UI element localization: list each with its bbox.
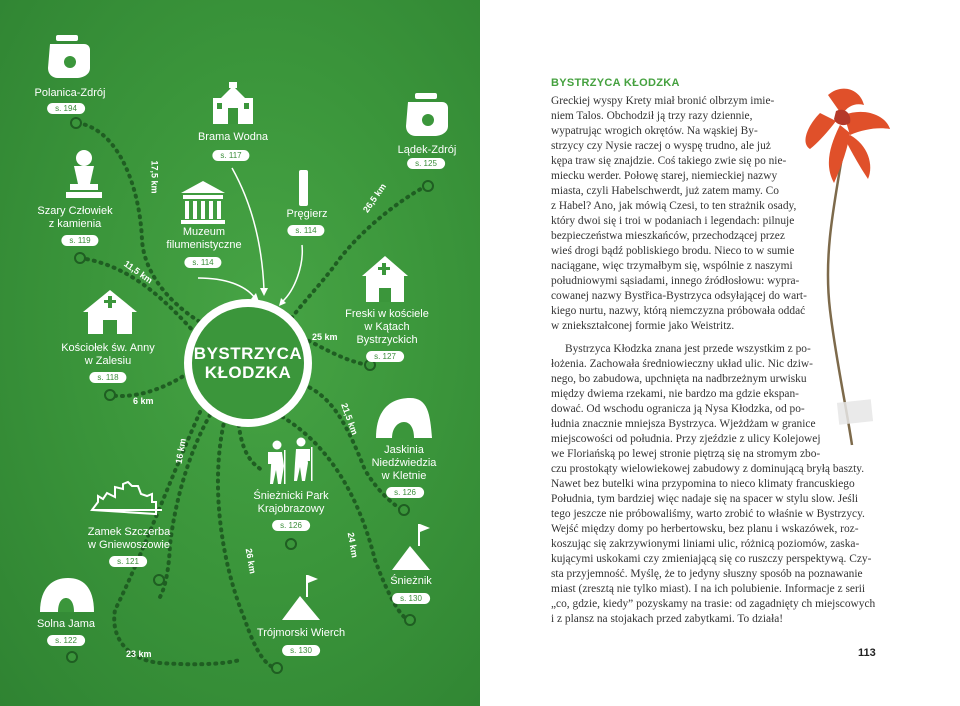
page-ref-pregierz[interactable]: s. 114 xyxy=(287,225,324,236)
page-ref-solna[interactable]: s. 122 xyxy=(47,635,85,646)
place-label-kosciolek: Kościołek św. Anny w Zalesiu xyxy=(61,342,155,367)
place-label-sniez: Śnieżnik xyxy=(390,575,432,587)
text-line: bezpieczeństwa mieszkańców, przechodzącej przez xyxy=(551,230,785,242)
dried-flower-illustration xyxy=(790,85,900,450)
tape-strip xyxy=(837,399,873,424)
distance-label: 25 km xyxy=(312,332,338,342)
place-label-pregierz: Pręgierz xyxy=(286,208,328,220)
text-line: tego jeszcze nie próbowaliśmy, warto zrobić to właśnie w Bystrzycy. xyxy=(551,508,865,520)
cave-icon xyxy=(376,398,432,438)
text-line: „co, gdzie, kiedy” pozyskamy na trasie: od zagadnięty ch miejscowych xyxy=(551,598,876,610)
text-line: miasta, czyli Habelschwerdt, już zatem mamy. Co xyxy=(551,185,779,197)
distance-label: 26,5 km xyxy=(360,181,389,215)
place-label-solna: Solna Jama xyxy=(36,618,96,630)
text-line: łożenia. Zachowała średniowieczny układ ulic. Nic dziw- xyxy=(551,358,813,370)
vase-icon xyxy=(406,93,448,136)
distance-label: 6 km xyxy=(133,396,154,406)
text-line: naciągane, więc trzymałbym się, wspólnie z naszymi xyxy=(551,260,793,272)
text-line: strzycy czy Nysie raczej o wyspę trudno, ale już xyxy=(551,140,771,152)
text-line: miecku werder. Połowę starej, niemieckiej nazwy xyxy=(551,170,778,182)
node-park xyxy=(286,539,296,549)
cave-icon xyxy=(40,578,94,612)
route-ladek xyxy=(290,186,426,320)
place-label-park: Śnieżnicki Park Krajobrazowy xyxy=(253,490,329,515)
text-line: we Floriańską po lewej stronie piętrzą się na stromym zbo- xyxy=(551,448,821,460)
museum-icon xyxy=(181,181,225,224)
place-label-muzeum: Muzeum filumenistyczne xyxy=(166,226,242,251)
text-line: nego, bo zabudowa, upchnięta na nadbrzeżnym urwisku xyxy=(551,373,807,385)
page-ref-kosciolek[interactable]: s. 118 xyxy=(89,372,126,383)
place-label-brama: Brama Wodna xyxy=(197,131,269,143)
flower-head xyxy=(805,89,890,183)
page-ref-ladek[interactable]: s. 125 xyxy=(407,158,445,169)
text-line: który dwoi się i troi w podaniach i legendach: pilnuje xyxy=(551,215,795,227)
page-ref-park[interactable]: s. 126 xyxy=(272,520,310,531)
distance-label: 24 km xyxy=(345,531,360,559)
text-line: Południa, tym bardziej więc nadaje się na spacer w stylu slow. Jeśli xyxy=(551,493,859,505)
text-line: południowymi sąsiadami, innego źródłosłowu: wypra- xyxy=(551,275,800,287)
page-ref-szary[interactable]: s. 119 xyxy=(61,235,98,246)
gate-icon xyxy=(213,82,253,124)
page-number: 113 xyxy=(858,647,876,659)
distance-label: 17,5 km xyxy=(149,160,160,194)
text-line: wieś drogi bądź pobliskiego brodu. Nieco to w sumie xyxy=(551,245,795,257)
page-ref-muzeum[interactable]: s. 114 xyxy=(184,257,221,268)
page-ref-polanica[interactable]: s. 194 xyxy=(47,103,85,114)
text-line: wypatrując wrogich okrętów. Na wąskiej By- xyxy=(551,125,758,137)
page-ref-trojmorski[interactable]: s. 130 xyxy=(282,645,320,656)
text-line: czu prostokąty wielowiekowej zabudowy z dominującą bryłą baszty. xyxy=(551,463,865,475)
text-line: i z plansz na stojakach przed zabytkami. To działa! xyxy=(551,613,784,625)
node-polanica xyxy=(71,118,81,128)
page-ref-brama[interactable]: s. 117 xyxy=(212,150,249,161)
page-ref-zamek[interactable]: s. 121 xyxy=(109,556,147,567)
node-ladek xyxy=(423,181,433,191)
node-trojmorski xyxy=(272,663,282,673)
text-line: w zniekształconej formie jako Weistritz. xyxy=(551,320,735,332)
arrow-head-brama xyxy=(260,288,268,296)
text-line: cowanej nazwy Bystřica-Bystrzyca odsyłającej do wart- xyxy=(551,290,807,302)
place-label-jaskinia: Jaskinia Niedźwiedzia w Kletnie xyxy=(371,444,437,482)
statue-icon xyxy=(66,150,102,198)
center-city-badge xyxy=(184,299,312,427)
church-icon xyxy=(362,256,408,302)
distance-label: 21,5 km xyxy=(339,401,360,437)
text-line: niem Talos. Obchodził ją trzy razy dziennie, xyxy=(551,110,753,122)
node-kosciolek xyxy=(105,390,115,400)
text-line: sta przyjemność. Myślę, że to jedyny słuszny sposób na poznawanie xyxy=(551,568,863,580)
node-sniez xyxy=(405,615,415,625)
mountain-icon xyxy=(282,575,320,620)
arrow-pregierz xyxy=(282,245,302,302)
place-label-polanica: Polanica-Zdrój xyxy=(34,87,106,99)
node-zamek xyxy=(154,575,164,585)
text-line: kępa traw się znajdzie. Coś takiego zwie się po nie- xyxy=(551,155,787,167)
text-line: Wejść między domy po herbertowsku, bez planu i wskazówek, roz- xyxy=(551,523,859,535)
text-line: z Habel? Ano, jak mówią Czesi, to ten strażnik osady, xyxy=(551,200,797,212)
text-line: Nawet bez butelki wina przypomina to nieco klimaty francuskiego xyxy=(551,478,855,490)
distance-label: 23 km xyxy=(126,649,152,659)
place-label-zamek: Zamek Szczerba w Gniewoszowie xyxy=(87,526,171,551)
mountain-icon xyxy=(392,524,430,570)
flower-center xyxy=(834,110,850,125)
page-ref-sniez[interactable]: s. 130 xyxy=(392,593,430,604)
text-line: między dwiema rzekami, nie bardzo ma gdzie ekspan- xyxy=(551,388,799,400)
pillory-icon xyxy=(299,170,308,206)
distance-label: 26 km xyxy=(243,547,258,575)
node-solna xyxy=(67,652,77,662)
text-line: kiego nurtu, nazwy, którą niemczyzna próbowała oddać xyxy=(551,305,806,317)
node-jaskinia xyxy=(399,505,409,515)
text-line: dować. Od wschodu ogranicza ją Nysa Kłodzka, od po- xyxy=(551,403,805,415)
article-title: BYSTRZYCA KŁODZKA xyxy=(551,77,680,89)
text-line: miast (zresztą nie tylko miast). I na ich polubienie. Informacje z serii xyxy=(551,583,866,595)
castle-ruin-icon xyxy=(92,482,162,514)
page-ref-jaskinia[interactable]: s. 126 xyxy=(386,487,424,498)
text-line: Bystrzyca Kłodzka znana jest przede wszystkim z po- xyxy=(565,343,811,355)
place-label-ladek: Lądek-Zdrój xyxy=(397,144,457,156)
distance-label: 16 km xyxy=(173,437,188,465)
text-line: koszując się zakrzywionymi liniami ulic, różnicą poziomów, zaska- xyxy=(551,538,860,550)
place-label-trojmorski: Trójmorski Wierch xyxy=(256,627,346,639)
center-title-line: KŁODZKA xyxy=(204,363,292,382)
hikers-icon xyxy=(268,438,313,485)
arrow-muzeum xyxy=(198,278,255,298)
text-line: Greckiej wyspy Krety miał bronić olbrzym imie- xyxy=(551,95,775,107)
center-title-line: BYSTRZYCA xyxy=(193,344,303,363)
text-line: kującymi uskokami czy zmieniającą się co ruszczy perspektywą. Czy- xyxy=(551,553,872,565)
vase-icon xyxy=(48,35,90,78)
node-szary xyxy=(75,253,85,263)
page-ref-freski[interactable]: s. 127 xyxy=(366,351,404,362)
church-icon xyxy=(83,290,137,334)
distance-label: 11,5 km xyxy=(122,258,155,286)
text-line: łudnia znacznie mniejsza Bystrzyca. Wjeżdżam w granice xyxy=(551,418,816,430)
place-label-szary: Szary Człowiek z kamienia xyxy=(37,205,113,230)
place-label-freski: Freski w kościele w Kątach Bystrzyckich xyxy=(345,308,429,346)
text-line: miejscowości od południa. Przy zjeździe z ulicy Kolejowej xyxy=(551,433,821,445)
